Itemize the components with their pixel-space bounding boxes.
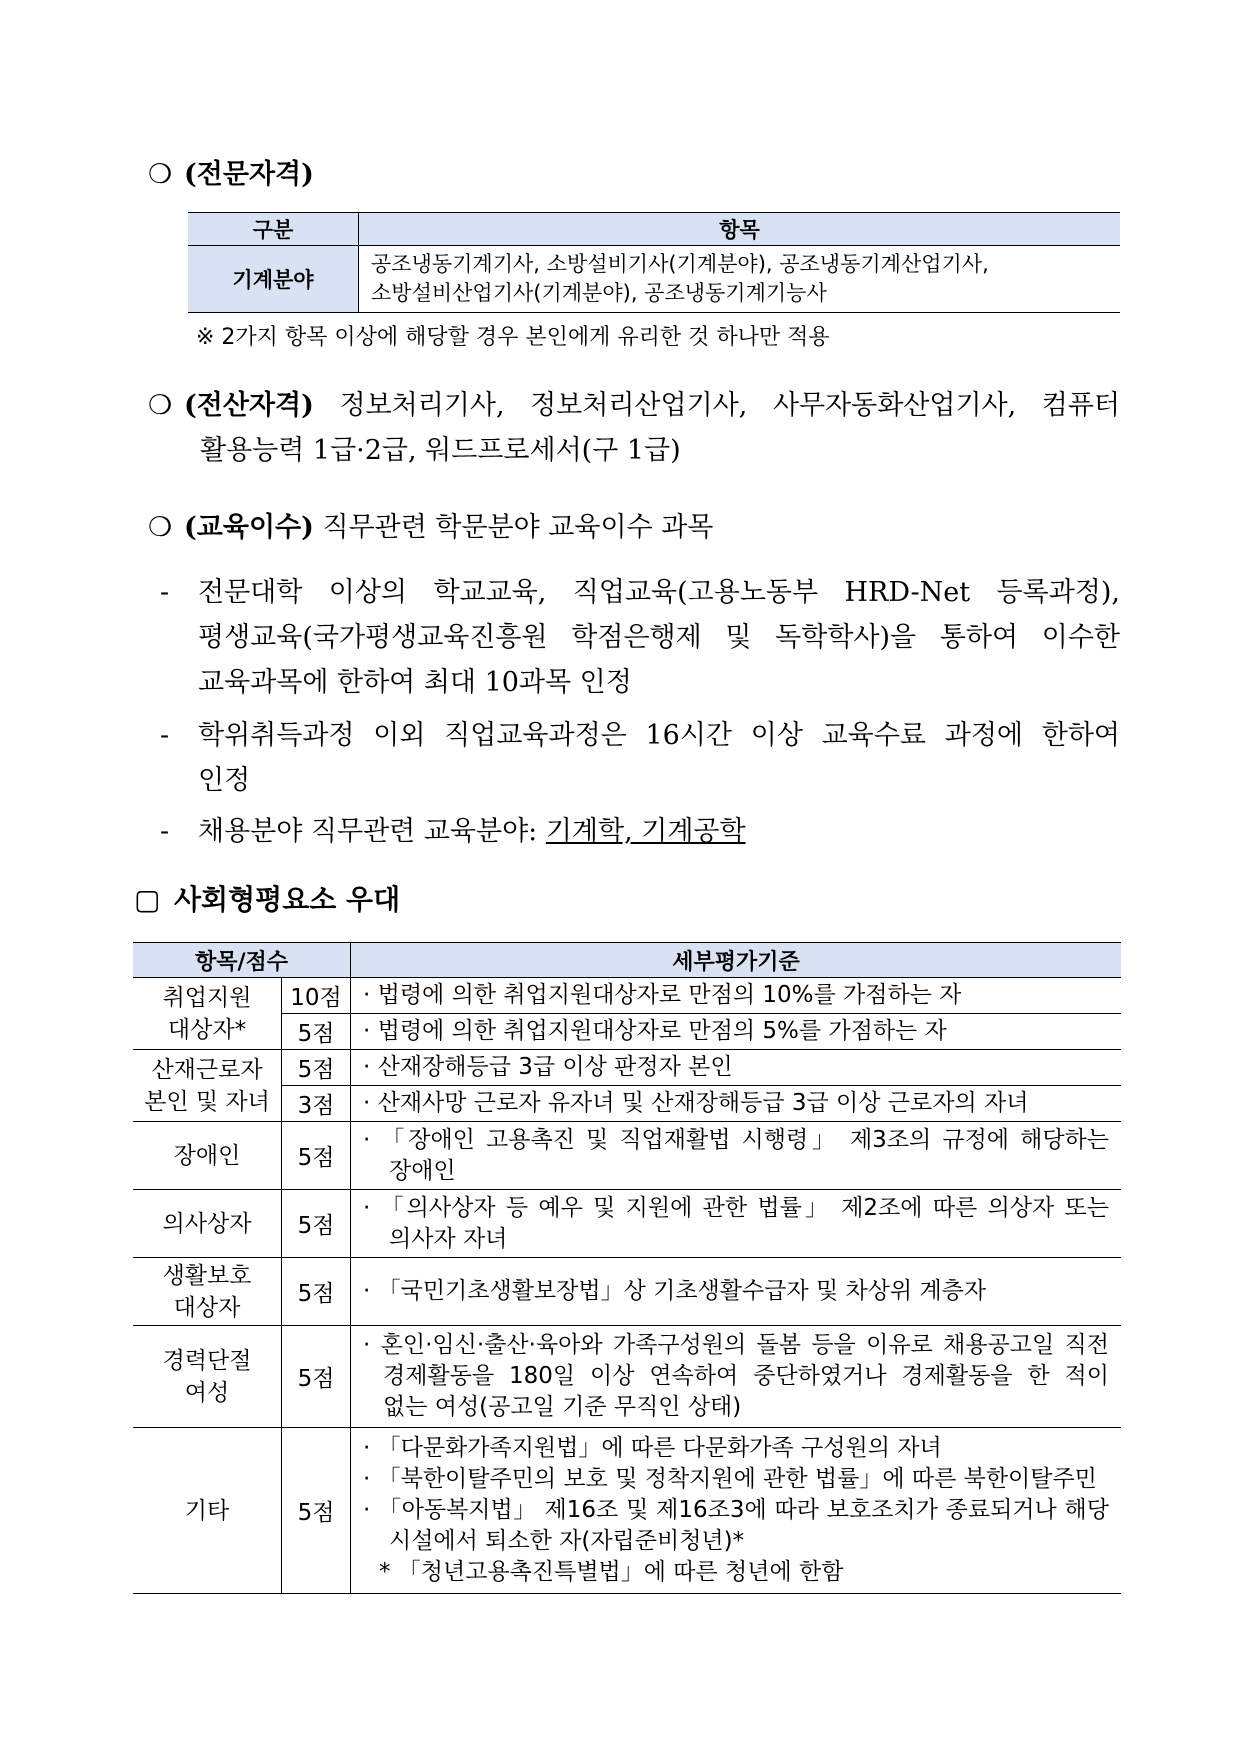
note-text: ※ 2가지 항목 이상에 해당할 경우 본인에게 유리한 것 하나만 적용	[196, 325, 830, 350]
criteria-line: · 혼인·임신·출산·육아와 가족구성원의 돌봄 등을 이유로 채용공고일 직전	[363, 1332, 1109, 1358]
score-cell: 3점	[282, 1086, 351, 1122]
section-title: 사회형평요소 우대	[174, 883, 401, 916]
category-cell	[133, 1258, 282, 1326]
score-cell: 5점	[282, 1258, 351, 1326]
items-line: 소방설비산업기사(기계분야), 공조냉동기계기능사	[371, 281, 827, 305]
underlined-fields: 기계학, 기계공학	[545, 816, 746, 847]
criteria-line: · 「의사상자 등 예우 및 지원에 관한 법률」 제2조에 따른 의상자 또는	[363, 1194, 1109, 1221]
criteria-line: 의사자 자녀	[389, 1225, 508, 1252]
list-item	[160, 570, 1120, 705]
criteria-cell	[351, 1086, 1122, 1122]
professional-cert-table	[188, 212, 1120, 313]
dash-marker: -	[160, 720, 170, 751]
circle-bullet-icon: ❍	[148, 159, 173, 190]
category-line: 대상자	[173, 1294, 241, 1321]
criteria-line: · 산재장해등급 3급 이상 판정자 본인	[363, 1054, 733, 1080]
section-title: (교육이수)	[184, 512, 314, 543]
criteria-line: · 산재사망 근로자 유자녀 및 산재장해등급 3급 이상 근로자의 자녀	[363, 1090, 1029, 1116]
table-row	[133, 1258, 1121, 1326]
table-row	[133, 1326, 1121, 1428]
table-header-row	[188, 213, 1120, 246]
category-cell	[133, 978, 282, 1050]
criteria-line: · 법령에 의한 취업지원대상자로 만점의 5%를 가점하는 자	[363, 1018, 947, 1044]
table-row	[133, 1014, 1121, 1050]
table-row	[133, 1428, 1121, 1594]
criteria-cell	[351, 1014, 1122, 1050]
category-line: 생활보호	[162, 1262, 252, 1289]
score-cell: 10점	[282, 978, 351, 1014]
table-header-row	[133, 943, 1121, 978]
section-professional-heading	[148, 152, 314, 191]
section-title: (전문자격)	[184, 159, 314, 190]
social-equity-table	[133, 942, 1121, 1594]
criteria-line: 경제활동을 180일 이상 연속하여 중단하였거나 경제활동을 한 적이	[383, 1363, 1109, 1389]
score-cell: 5점	[282, 1122, 351, 1190]
items-cell	[359, 246, 1121, 313]
category-line: 여성	[184, 1379, 230, 1406]
list-line: 학위취득과정 이외 직업교육과정은 16시간 이상 교육수료 과정에 한하여	[198, 720, 1120, 751]
category-cell: 의사상자	[133, 1190, 282, 1258]
header-item-score: 항목/점수	[133, 943, 351, 978]
section-text: 활용능력 1급·2급, 워드프로세서(구 1급)	[200, 435, 681, 466]
criteria-line: 없는 여성(공고일 기준 무직인 상태)	[383, 1394, 742, 1420]
section-education-heading	[148, 505, 1120, 550]
criteria-line: · 「국민기초생활보장법」상 기초생활수급자 및 차상위 계층자	[363, 1278, 987, 1304]
criteria-cell	[351, 1050, 1122, 1086]
list-line: 전문대학 이상의 학교교육, 직업교육(고용노동부 HRD-Net 등록과정),	[198, 577, 1120, 608]
list-line: 교육과목에 한하여 최대 10과목 인정	[198, 667, 632, 698]
table-row	[133, 1122, 1121, 1190]
criteria-line: 시설에서 퇴소한 자(자립준비청년)*	[389, 1528, 745, 1554]
section-text: 직무관련 학문분야 교육이수 과목	[322, 512, 714, 543]
category-cell: 기타	[133, 1428, 282, 1594]
circle-bullet-icon: ❍	[148, 390, 173, 421]
score-cell: 5점	[282, 1014, 351, 1050]
education-list	[160, 570, 1120, 854]
category-line: 대상자*	[167, 1016, 247, 1043]
criteria-cell	[351, 1258, 1122, 1326]
criteria-cell	[351, 1326, 1122, 1428]
table-row	[133, 1050, 1121, 1086]
score-cell: 5점	[282, 1050, 351, 1086]
section-line	[148, 383, 1120, 428]
criteria-cell	[351, 978, 1122, 1014]
score-cell: 5점	[282, 1190, 351, 1258]
category-line: 본인 및 자녀	[144, 1088, 270, 1115]
circle-bullet-icon: ❍	[148, 512, 173, 543]
dash-marker: -	[160, 577, 170, 608]
category-line: 산재근로자	[151, 1056, 263, 1083]
list-item	[160, 713, 1120, 803]
list-line: 채용분야 직무관련 교육분야:	[198, 816, 546, 847]
list-item	[160, 809, 1120, 854]
score-cell: 5점	[282, 1326, 351, 1428]
criteria-line: · 「장애인 고용촉진 및 직업재활법 시행령」 제3조의 규정에 해당하는	[363, 1126, 1109, 1153]
header-items: 항목	[359, 213, 1121, 246]
table-row	[133, 978, 1121, 1014]
criteria-footnote: * 「청년고용촉진특별법」에 따른 청년에 한함	[379, 1559, 844, 1585]
section-social-equity-heading	[134, 878, 400, 918]
dash-marker: -	[160, 816, 170, 847]
table-row	[188, 246, 1120, 313]
header-criteria: 세부평가기준	[351, 943, 1122, 978]
square-bullet-icon: ▢	[134, 883, 161, 916]
criteria-cell	[351, 1122, 1122, 1190]
section-computer	[148, 383, 1120, 473]
criteria-line: 장애인	[389, 1157, 456, 1184]
category-cell	[133, 1050, 282, 1122]
category-line: 경력단절	[162, 1347, 252, 1374]
criteria-line: · 「북한이탈주민의 보호 및 정착지원에 관한 법률」에 따른 북한이탈주민	[363, 1466, 1097, 1492]
section-text: 정보처리기사, 정보처리산업기사, 사무자동화산업기사, 컴퓨터	[339, 390, 1120, 421]
section-title: (전산자격)	[184, 390, 314, 421]
category-cell: 기계분야	[188, 246, 359, 313]
criteria-line: · 「다문화가족지원법」에 따른 다문화가족 구성원의 자녀	[363, 1435, 942, 1461]
criteria-cell	[351, 1190, 1122, 1258]
items-line: 공조냉동기계기사, 소방설비기사(기계분야), 공조냉동기계산업기사,	[371, 252, 989, 276]
category-cell	[133, 1326, 282, 1428]
list-line: 인정	[198, 765, 251, 796]
table-row	[133, 1190, 1121, 1258]
score-cell: 5점	[282, 1428, 351, 1594]
criteria-line: · 법령에 의한 취업지원대상자로 만점의 10%를 가점하는 자	[363, 982, 962, 1008]
list-line: 평생교육(국가평생교육진흥원 학점은행제 및 독학학사)을 통하여 이수한	[198, 622, 1120, 653]
criteria-line: · 「아동복지법」 제16조 및 제16조3에 따라 보호조치가 종료되거나 해당	[363, 1497, 1109, 1523]
criteria-cell	[351, 1428, 1122, 1594]
category-line: 취업지원	[162, 984, 252, 1011]
category-cell: 장애인	[133, 1122, 282, 1190]
table-row	[133, 1086, 1121, 1122]
header-category: 구분	[188, 213, 359, 246]
